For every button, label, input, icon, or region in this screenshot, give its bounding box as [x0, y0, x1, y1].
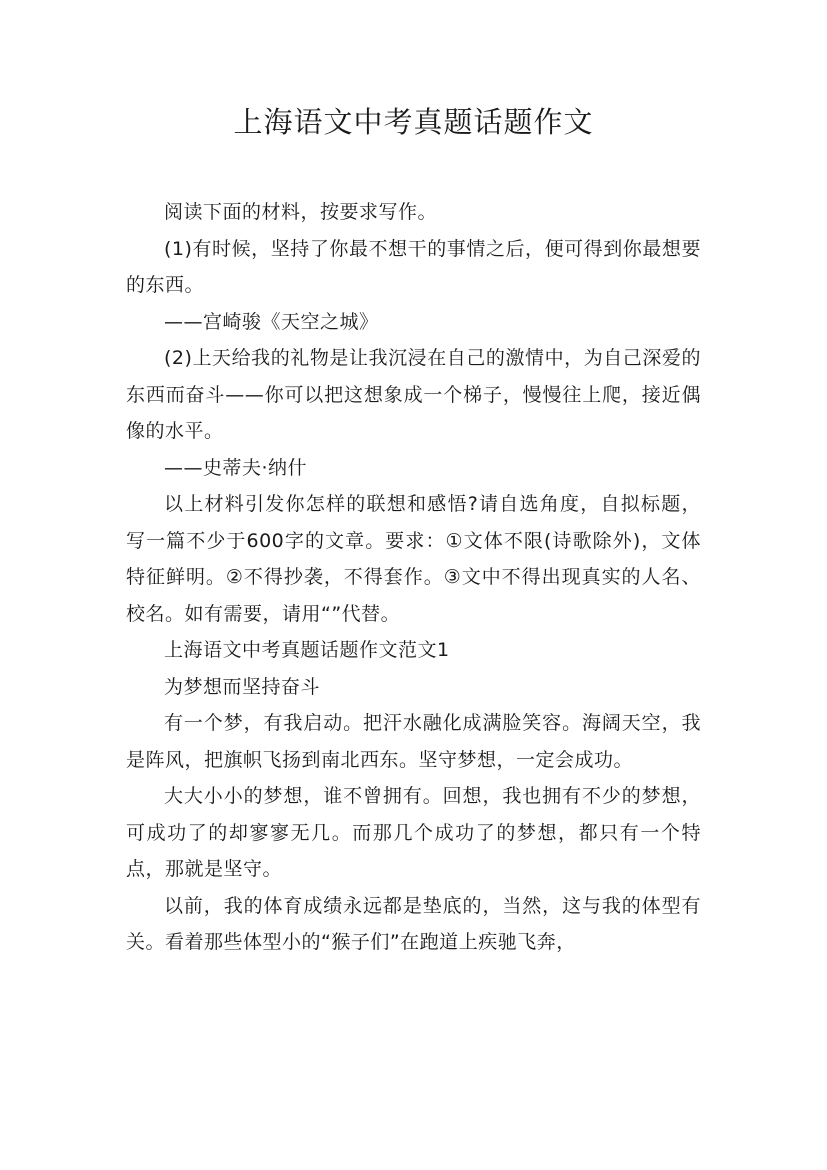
paragraph-instruction: 阅读下面的材料，按要求写作。	[164, 201, 438, 223]
paragraph-quote-1: (1)有时候，坚持了你最不想干的事情之后，便可得到你最想要的东西。	[126, 237, 701, 296]
document-page	[126, 100, 701, 961]
paragraph-essay-3: 以前，我的体育成绩永远都是垫底的，当然，这与我的体型有关。看着那些体型小的“猴子们”在跑道上疾驰飞奔，	[126, 894, 701, 953]
document-title: 上海语文中考真题话题作文	[233, 105, 594, 139]
paragraph-quote-2-source: ——史蒂夫·纳什	[164, 456, 308, 479]
paragraph-essay-2: 大大小小的梦想，谁不曾拥有。回想，我也拥有不少的梦想，可成功了的却寥寥无几。而那几个成功了的梦想，都只有一个特点，那就是坚守。	[126, 785, 701, 880]
paragraph-quote-2: (2)上天给我的礼物是让我沉浸在自己的激情中，为自己深爱的东西而奋斗——你可以把这想象成一个梯子，慢慢往上爬，接近偶像的水平。	[126, 347, 701, 442]
paragraph-quote-1-source: ——宫崎骏《天空之城》	[164, 310, 379, 333]
paragraph-essay-title: 为梦想而坚持奋斗	[164, 675, 321, 698]
paragraph-essay-1: 有一个梦，有我启动。把汗水融化成满脸笑容。海阔天空，我是阵风，把旗帜飞扬到南北西东。坚守梦想，一定会成功。	[126, 712, 701, 771]
paragraph-requirements: 以上材料引发你怎样的联想和感悟?请自选角度，自拟标题，写一篇不少于600字的文章。要求：①文体不限(诗歌除外)，文体特征鲜明。②不得抄袭，不得套作。③文中不得出现真实的人名、校名。如有需要，请用“”代替。	[126, 493, 701, 625]
paragraph-essay-heading: 上海语文中考真题话题作文范文1	[164, 639, 450, 661]
